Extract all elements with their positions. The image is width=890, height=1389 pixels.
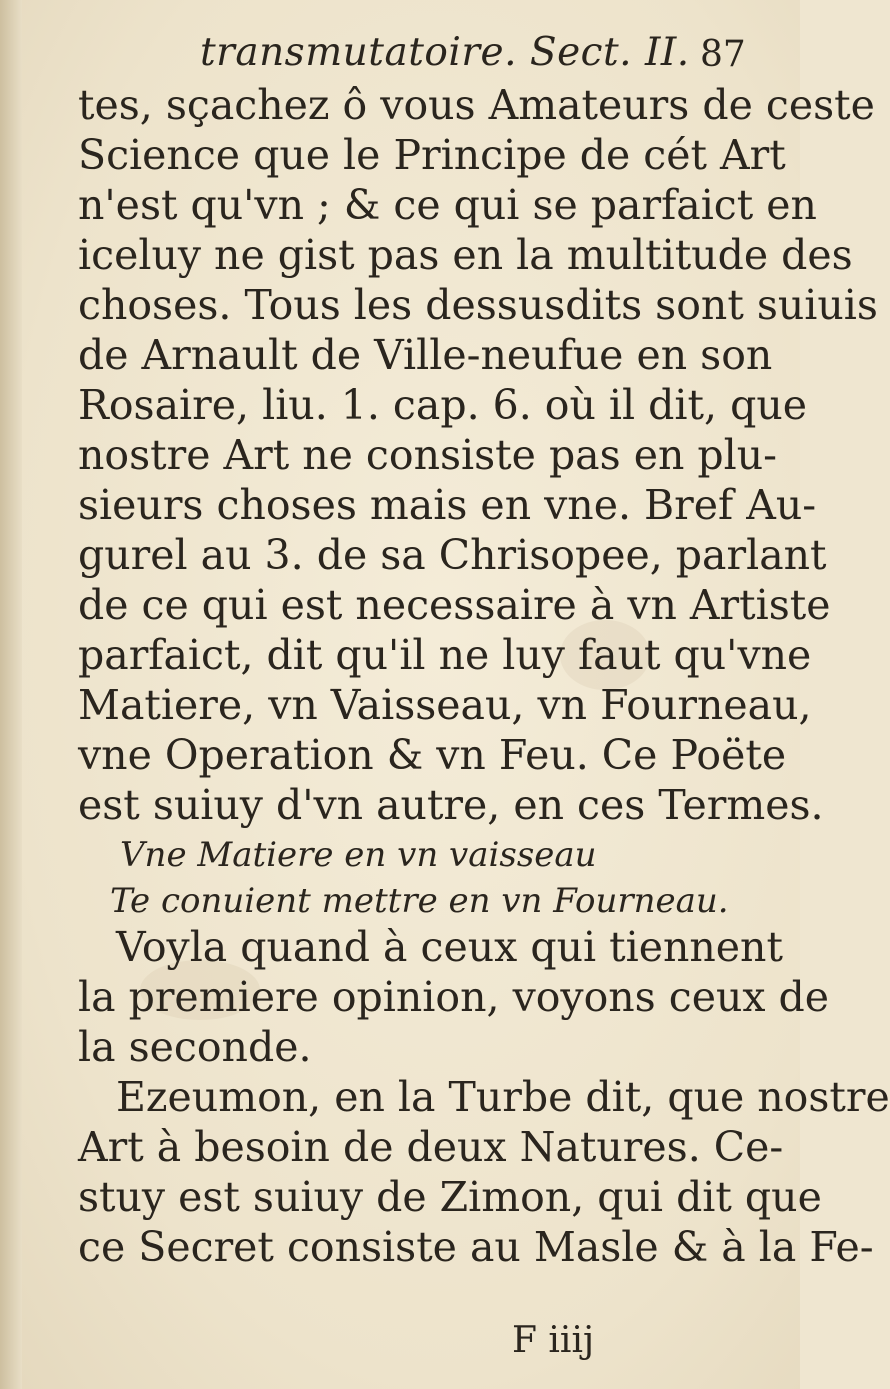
text-line: stuy est suiuy de Zimon, qui dit que	[78, 1173, 822, 1221]
text-line: Art à besoin de deux Natures. Ce-	[78, 1123, 784, 1171]
page-header	[0, 30, 800, 80]
text-line: iceluy ne gist pas en la multitude des	[78, 231, 853, 279]
text-line: parfaict, dit qu'il ne luy faut qu'vne	[78, 631, 812, 679]
text-line: la seconde.	[78, 1023, 312, 1071]
text-line: ce Secret consiste au Masle & à la Fe-	[78, 1223, 874, 1271]
text-line: de ce qui est necessaire à vn Artiste	[78, 581, 831, 629]
page-number: 87	[700, 34, 746, 75]
text-line: vne Operation & vn Feu. Ce Poëte	[78, 731, 787, 779]
text-line: Science que le Principe de cét Art	[78, 131, 786, 179]
text-line: sieurs choses mais en vne. Bref Au-	[78, 481, 817, 529]
text-line: choses. Tous les dessusdits sont suiuis	[78, 281, 878, 329]
text-line: Ezeumon, en la Turbe dit, que nostre	[116, 1073, 890, 1121]
signature-mark: F iiij	[512, 1320, 595, 1361]
binding-gutter	[0, 0, 22, 1389]
text-line: de Arnault de Ville-neufue en son	[78, 331, 773, 379]
text-line: est suiuy d'vn autre, en ces Termes.	[78, 781, 824, 829]
text-line: nostre Art ne consiste pas en plu-	[78, 431, 778, 479]
text-line: la premiere opinion, voyons ceux de	[78, 973, 830, 1021]
text-line: tes, sçachez ô vous Amateurs de ceste	[78, 81, 875, 129]
running-head: transmutatoire. Sect. II.	[200, 30, 690, 75]
text-line: Voyla quand à ceux qui tiennent	[116, 923, 783, 971]
text-line: n'est qu'vn ; & ce qui se parfaict en	[78, 181, 817, 229]
body-text	[78, 80, 890, 1272]
verse-line: Te conuient mettre en vn Fourneau.	[110, 881, 729, 921]
text-line: Matiere, vn Vaisseau, vn Fourneau,	[78, 681, 812, 729]
text-line: Rosaire, liu. 1. cap. 6. où il dit, que	[78, 381, 807, 429]
text-line: gurel au 3. de sa Chrisopee, parlant	[78, 531, 827, 579]
verse-line: Vne Matiere en vn vaisseau	[120, 835, 597, 875]
